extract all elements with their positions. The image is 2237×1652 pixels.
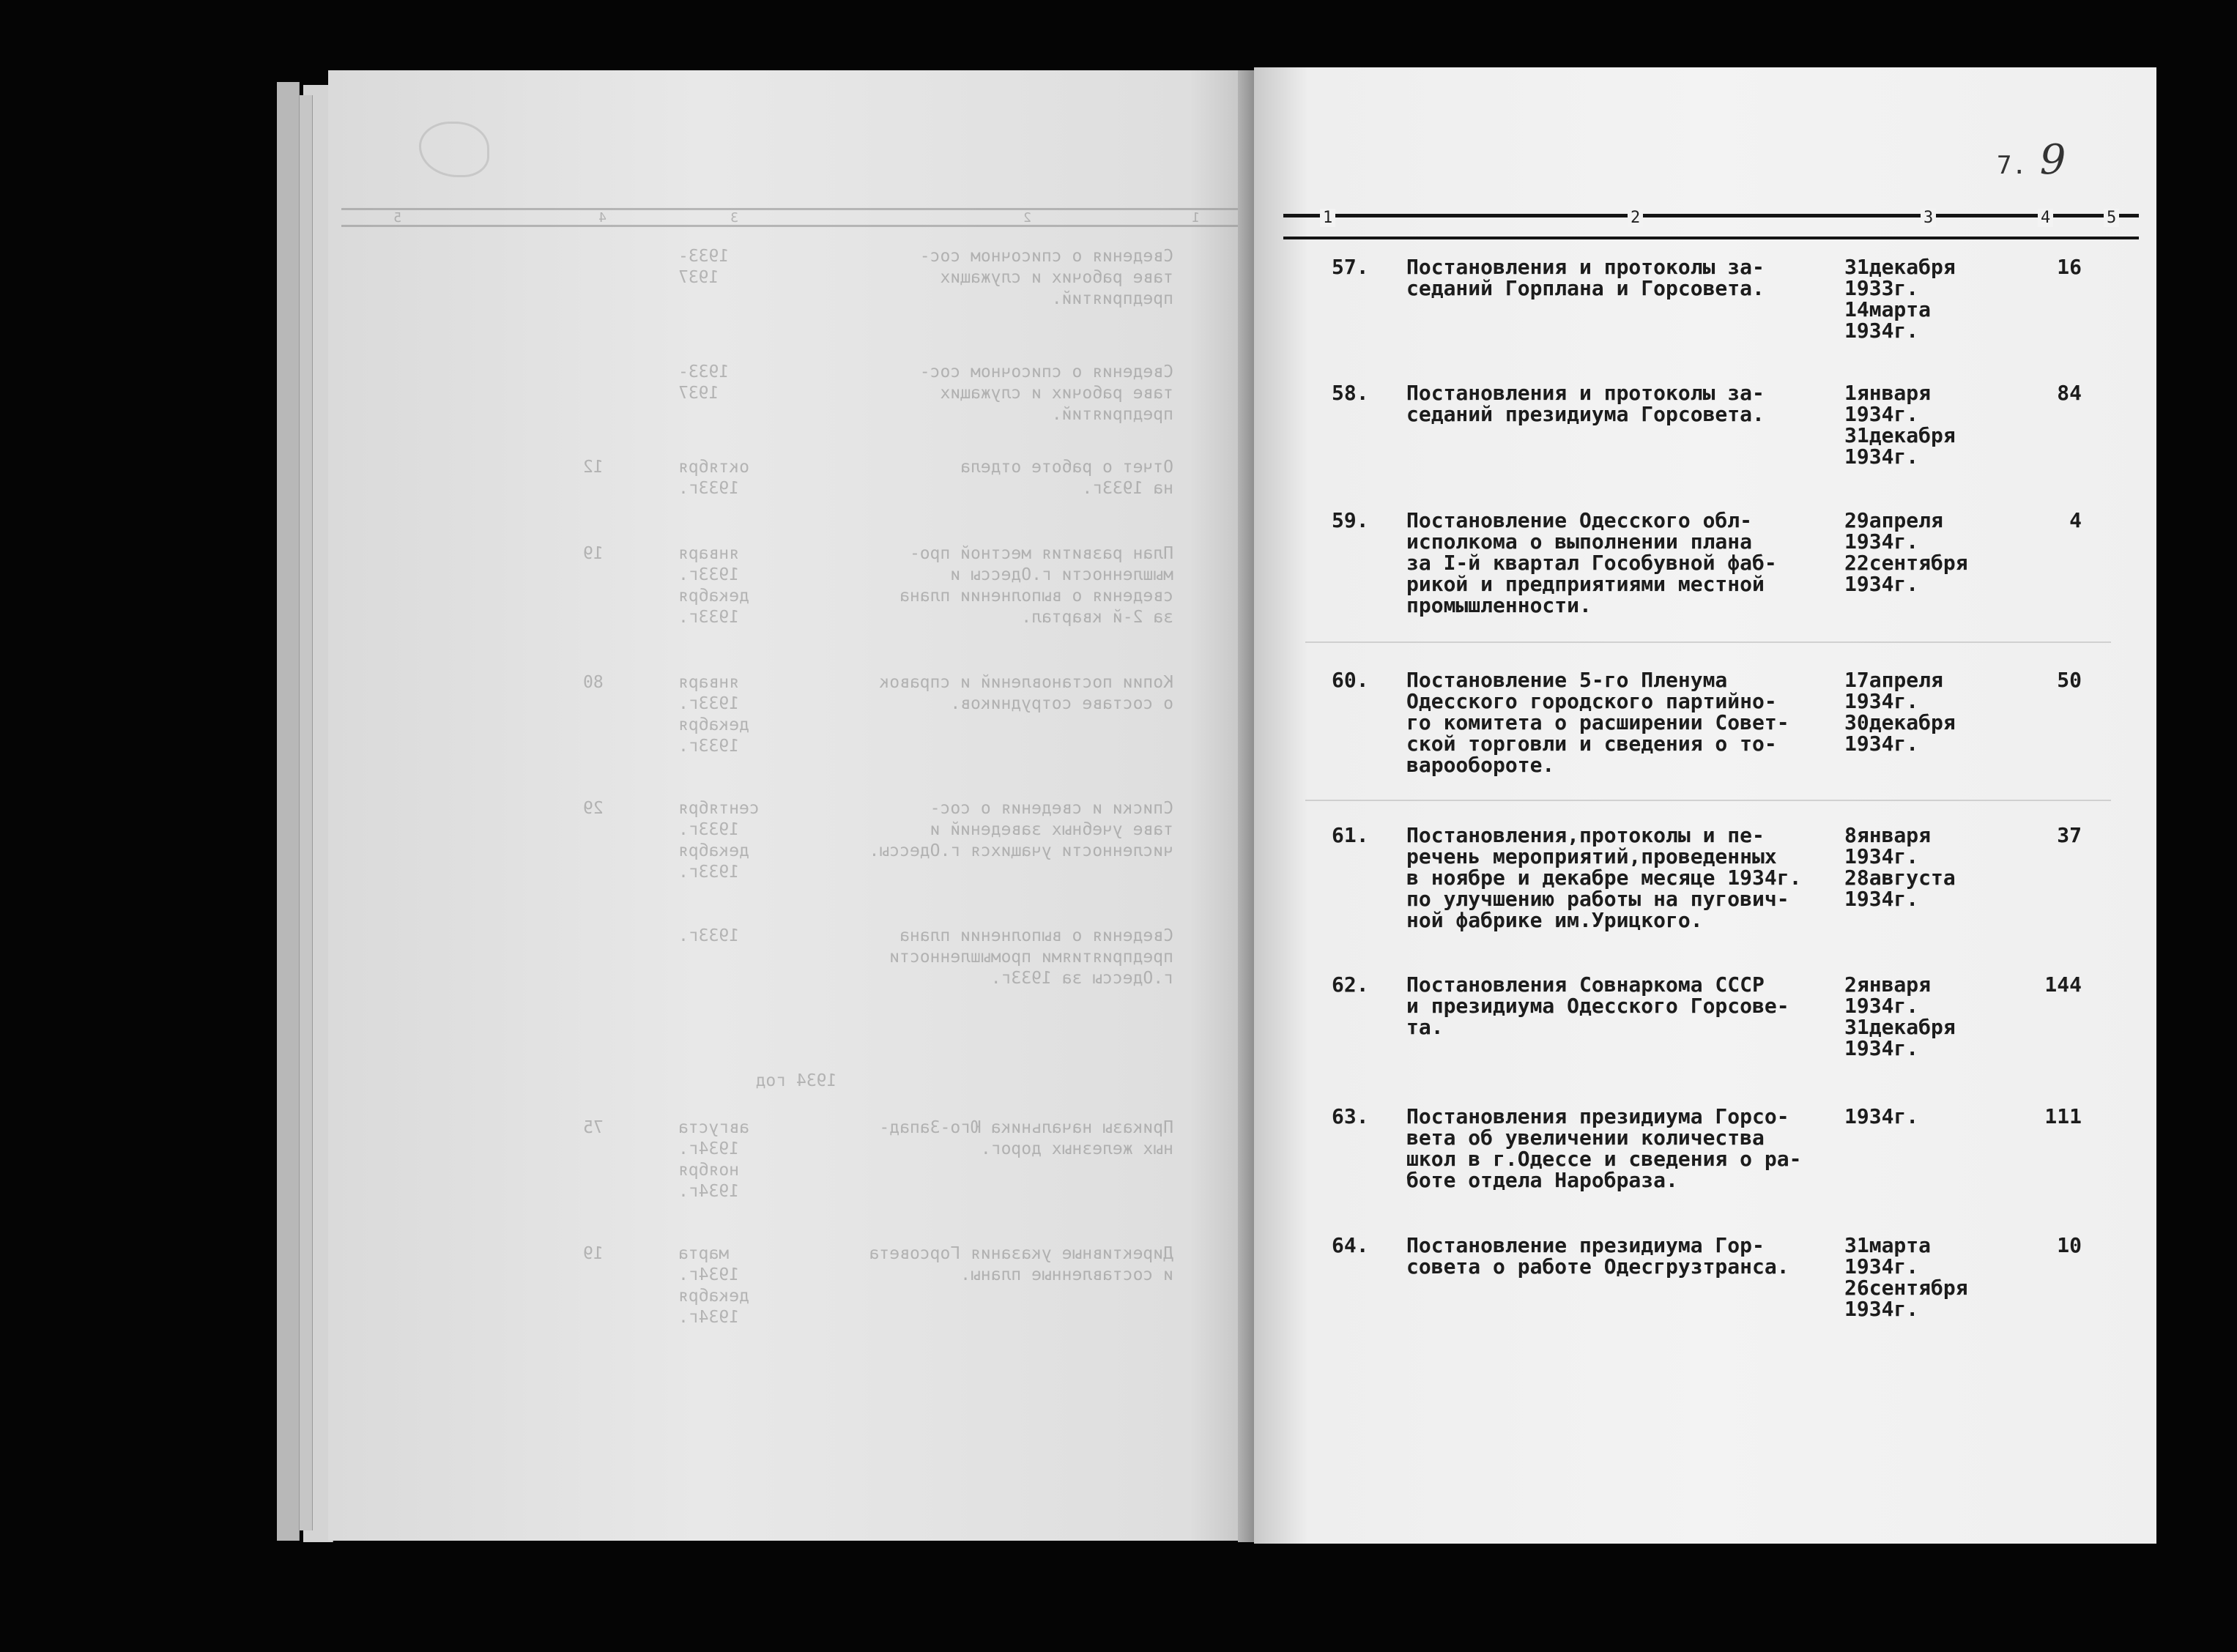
bleedthrough-header	[341, 208, 1251, 227]
bleed-col-2: 2	[1023, 210, 1031, 226]
bleed-dates: 1933г.	[678, 926, 740, 945]
column-number-2: 2	[1628, 209, 1643, 227]
bleed-dates: сентября 1933г. декабря 1933г.	[678, 799, 760, 882]
entry-dates: 31марта 1934г. 26сентября 1934г.	[1844, 1233, 1968, 1321]
entry-title: Постановления и протоколы за- седаний президиума Горсовета.	[1406, 381, 1765, 426]
entry-number: 64.	[1332, 1233, 1369, 1257]
entry-sheet-count: 4	[2069, 508, 2082, 532]
bleed-col-4: 4	[598, 210, 606, 226]
entry-sheet-count: 16	[2057, 255, 2082, 279]
entry-title: Постановление президиума Гор- совета о работе Одесгрузтранса.	[1406, 1233, 1789, 1279]
bleed-dates: 1933- 1937	[678, 247, 730, 287]
entry-number: 62.	[1332, 972, 1369, 997]
entry-number: 61.	[1332, 823, 1369, 847]
entry-title: Постановления,протоколы и пе- речень мероприятий,проведенных в ноябре и декабре месяце 1934г. по улучшению работы на пугович- ной фабрике им.Урицкого.	[1406, 823, 1802, 932]
bleed-text: Сведения о списочном сос- таве рабочих и служащих предприятий.	[919, 247, 1173, 308]
column-number-3: 3	[1921, 209, 1936, 227]
entry-sheet-count: 144	[2044, 972, 2082, 997]
bleed-qty: 29	[583, 799, 604, 818]
bleed-text: Сведения о списочном сос- таве рабочих и служащих предприятий.	[919, 362, 1173, 424]
bleed-text: Приказы начальника Юго-Запад- ных железных дорог.	[879, 1118, 1173, 1158]
bleed-qty: 80	[583, 673, 604, 692]
page-edge	[277, 82, 300, 1541]
bleed-text: Директивные указания Горсовета и составленные планы.	[869, 1244, 1173, 1284]
bleed-col-5: 5	[393, 210, 401, 226]
entry-sheet-count: 50	[2057, 668, 2082, 692]
bleed-qty: 75	[583, 1118, 604, 1137]
entry-title: Постановления и протоколы за- седаний Горплана и Горсовета.	[1406, 255, 1765, 300]
entry-title: Постановление 5-го Пленума Одесского городского партийно- го комитета о расширении Совет- ской торговли и сведения о то- варообороте.	[1406, 668, 1789, 777]
entry-sheet-count: 10	[2057, 1233, 2082, 1257]
column-number-5: 5	[2104, 209, 2119, 227]
entry-dates: 1934г.	[1844, 1104, 1919, 1128]
entry-number: 63.	[1332, 1104, 1369, 1128]
column-number-4: 4	[2038, 209, 2053, 227]
bleed-text: Копии постановлений и справок о составе сотрудников.	[879, 673, 1173, 713]
entry-sheet-count: 111	[2044, 1104, 2082, 1128]
entry-dates: 2января 1934г. 31декабря 1934г.	[1844, 972, 1956, 1060]
bleed-qty: 12	[583, 458, 604, 477]
entry-title: Постановления Совнаркома СССР и президиума Одесского Горсове- та.	[1406, 972, 1789, 1039]
column-number-1: 1	[1320, 209, 1335, 227]
entry-sheet-count: 84	[2057, 381, 2082, 405]
entry-title: Постановления президиума Горсо- вета об увеличении количества школ в г.Одессе и сведения о ра- боте отдела Наробраза.	[1406, 1104, 1802, 1192]
bleed-dates: января 1933г. декабря 1933г.	[678, 544, 749, 627]
bleed-dates: октября 1933г.	[678, 458, 749, 498]
entry-dates: 1января 1934г. 31декабря 1934г.	[1844, 381, 1956, 469]
entry-number: 58.	[1332, 381, 1369, 405]
bleedthrough-text	[328, 70, 1264, 1541]
bleed-year-heading: 1934 год	[755, 1071, 837, 1090]
entry-number: 57.	[1332, 255, 1369, 279]
entry-dates: 17апреля 1934г. 30декабря 1934г.	[1844, 668, 1956, 756]
bleed-text: План развития местной про- мышленности г.Одессы и сведения о выполнении плана за 2-й квартал.	[899, 544, 1173, 627]
entry-title: Постановление Одесского обл- исполкома о выполнении плана за I-й квартал Гособувной фаб- рикой и предприятиями местной промышленности.	[1406, 508, 1777, 617]
entry-number: 59.	[1332, 508, 1369, 532]
bleed-qty: 19	[583, 1244, 604, 1263]
page-prefix-mark: 7.	[1997, 151, 2027, 180]
entry-sheet-count: 37	[2057, 823, 2082, 847]
entry-number: 60.	[1332, 668, 1369, 692]
entry-dates: 31декабря 1933г. 14марта 1934г.	[1844, 255, 1956, 343]
bleed-col-3: 3	[730, 210, 738, 226]
entry-dates: 29апреля 1934г. 22сентября 1934г.	[1844, 508, 1968, 596]
left-page	[328, 70, 1264, 1541]
entry-dates: 8января 1934г. 28августа 1934г.	[1844, 823, 1956, 911]
bleed-text: Сведения о выполнении плана предприятиями промышленности г.Одессы за 1933г.	[889, 926, 1173, 988]
bleed-dates: 1933- 1937	[678, 362, 730, 403]
bleed-text: Списки и сведения о сос- таве учебных заведений и численности учащихся г.Одессы.	[869, 799, 1173, 860]
bleed-dates: августа 1934г. ноября 1934г.	[678, 1118, 749, 1201]
bleed-dates: марта 1934г. декабря 1934г.	[678, 1244, 749, 1327]
handwritten-page-number: 9	[2039, 136, 2066, 184]
bleed-qty: 19	[583, 544, 604, 563]
right-page	[1254, 67, 2156, 1544]
bleed-dates: января 1933г. декабря 1933г.	[678, 673, 749, 756]
bleed-text: Отчет о работе отдела на 1933г.	[960, 458, 1173, 498]
bleed-col-1: 1	[1192, 210, 1200, 226]
